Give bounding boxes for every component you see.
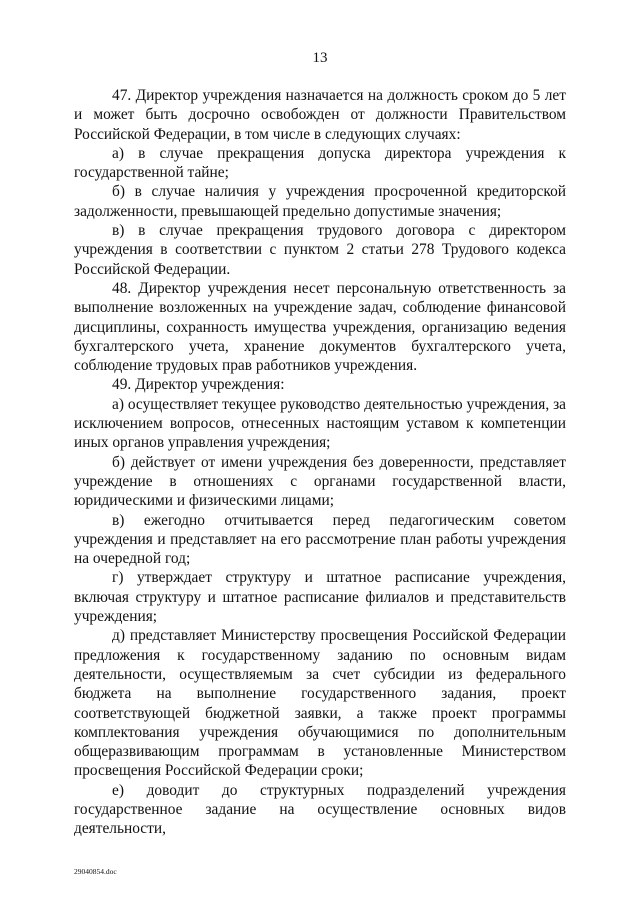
paragraph-49-a: а) осуществляет текущее руководство деятельностью учреждения, за исключением вопросов, отнесенных настоящим уставом к компетенции иных органов управления учреждения;	[74, 395, 566, 452]
paragraph-48: 48. Директор учреждения несет персональную ответственность за выполнение возложенных на учреждение задач, соблюдение финансовой дисциплины, сохранность имущества учреждения, организацию ведения бухгалтерского учета, хранение документов бухгалтерского учета, соблюдение трудовых прав работников учреждения.	[74, 279, 566, 375]
page-number: 13	[312, 50, 328, 66]
paragraph-47: 47. Директор учреждения назначается на должность сроком до 5 лет и может быть досрочно освобожден от должности Правительством Российской Федерации, в том числе в следующих случаях:	[74, 87, 566, 143]
footer-filename: 29040854.doc	[74, 867, 117, 876]
paragraph-47-b: б) в случае наличия у учреждения просроченной кредиторской задолженности, превышающей предельно допустимые значения;	[74, 183, 566, 220]
paragraph-49-g: г) утверждает структуру и штатное расписание учреждения, включая структуру и штатное расписание филиалов и представительств учреждения;	[74, 569, 566, 626]
paragraph-47-a: а) в случае прекращения допуска директора учреждения к государственной тайне;	[74, 144, 566, 182]
paragraph-49: 49. Директор учреждения:	[112, 376, 285, 394]
paragraph-49-e: е) доводит до структурных подразделений учреждения государственное задание на осуществление основных видов деятельности,	[74, 781, 566, 838]
document-body	[74, 86, 566, 839]
paragraph-49-d: д) представляет Министерству просвещения Российской Федерации предложения к государственному заданию по основным видам деятельности, осуществляемым за счет субсидии из федерального бюджета на выполнение государственного задания, проект соответствующей бюджетной заявки, а также проект программы комплектования учреждения обучающимися по дополнительным общеразвивающим программам в установленные Министерством просвещения Российской Федерации сроки;	[74, 627, 566, 780]
paragraph-47-v: в) в случае прекращения трудового договора с директором учреждения в соответствии с пунктом 2 статьи 278 Трудового кодекса Российской Федерации.	[74, 222, 566, 278]
paragraph-49-b: б) действует от имени учреждения без доверенности, представляет учреждение в отношениях с органами государственной власти, юридическими и физическими лицами;	[74, 453, 566, 510]
paragraph-49-v: в) ежегодно отчитывается перед педагогическим советом учреждения и представляет на его рассмотрение план работы учреждения на очередной год;	[74, 511, 566, 568]
